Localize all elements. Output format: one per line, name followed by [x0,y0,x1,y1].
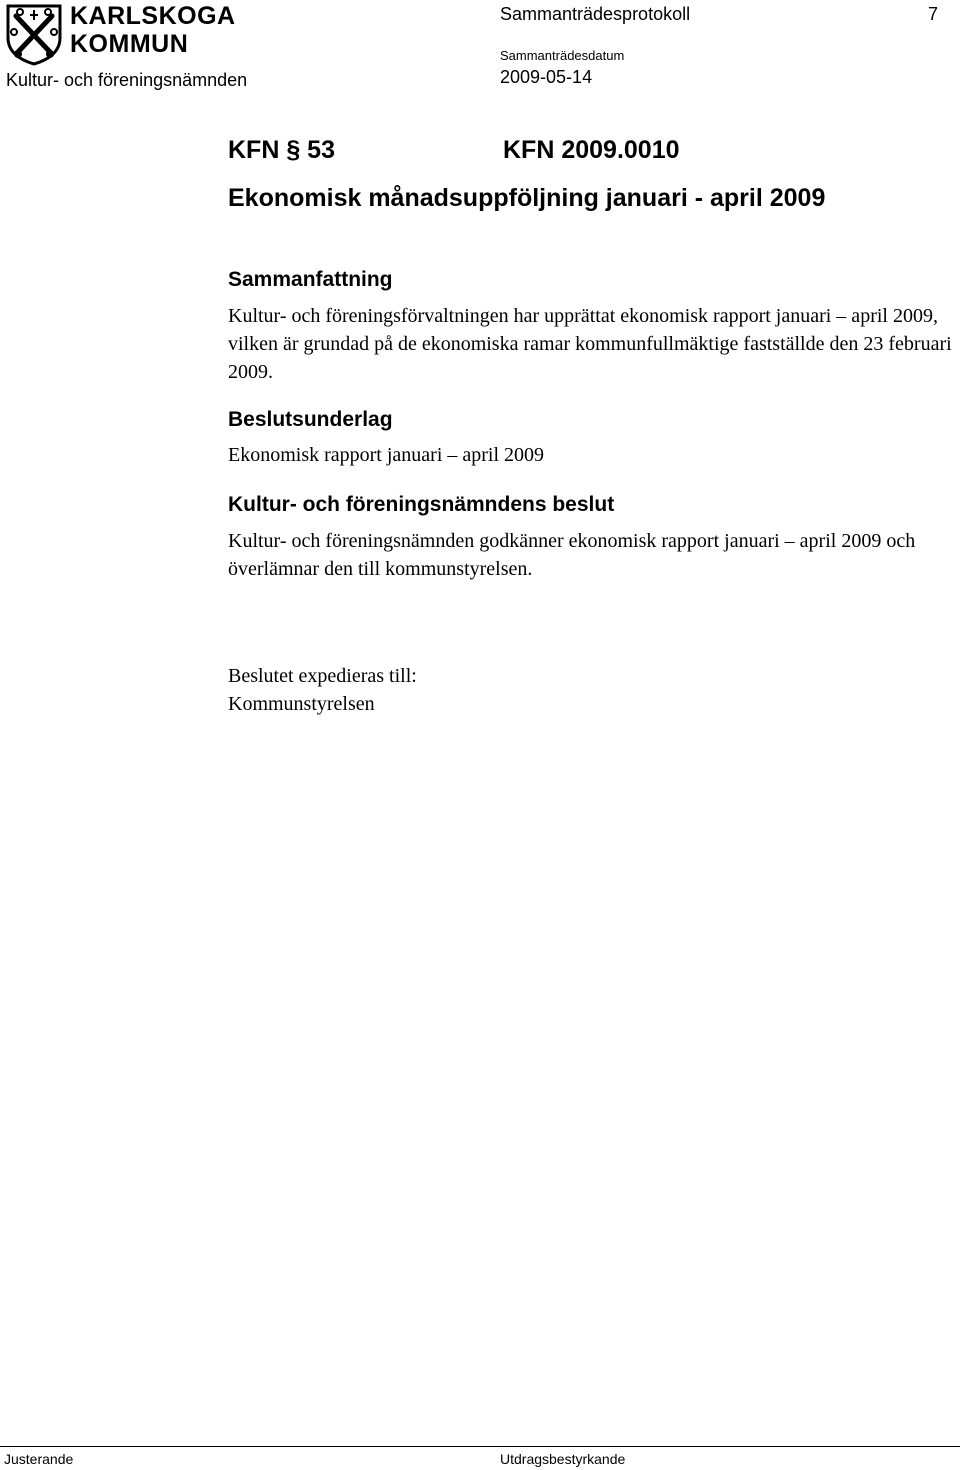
decision-heading: Kultur- och föreningsnämndens beslut [228,493,615,516]
dispatch-recipient: Kommunstyrelsen [228,693,375,715]
basis-text: Ekonomisk rapport januari – april 2009 [228,444,545,466]
case-number: KFN 2009.0010 [503,136,680,164]
decision-text: Kultur- och föreningsnämnden godkänner ekonomisk rapport januari – april 2009 och överlämnar den till kommunstyrelsen. [228,530,916,580]
committee-name: Kultur- och föreningsnämnden [6,70,248,90]
basis-heading: Beslutsunderlag [228,408,393,431]
meeting-date-label: Sammanträdesdatum [500,48,625,63]
brand-name-line2: KOMMUN [70,30,189,58]
page-number: 7 [928,4,939,24]
dispatch-label: Beslutet expedieras till: [228,665,417,687]
dispatch-block [228,662,958,718]
meeting-date-value: 2009-05-14 [500,67,593,87]
footer-divider [0,1446,960,1447]
page-title: Ekonomisk månadsuppföljning januari - april 2009 [228,184,826,212]
document-type: Sammanträdesprotokoll [500,4,691,24]
paragraph-reference: KFN § 53 [228,136,335,164]
karlskoga-coat-of-arms-icon [4,2,64,66]
summary-heading: Sammanfattning [228,268,393,291]
brand-name-line1: KARLSKOGA [70,2,236,30]
footer-adjuster-label: Justerande [4,1451,74,1467]
summary-text: Kultur- och föreningsförvaltningen har upprättat ekonomisk rapport januari – april 2009, vilken är grundad på de ekonomiska ramar kommunfullmäktige fastställde den 23 februari 2009. [228,305,952,383]
footer-certification-label: Utdragsbestyrkande [500,1451,626,1467]
